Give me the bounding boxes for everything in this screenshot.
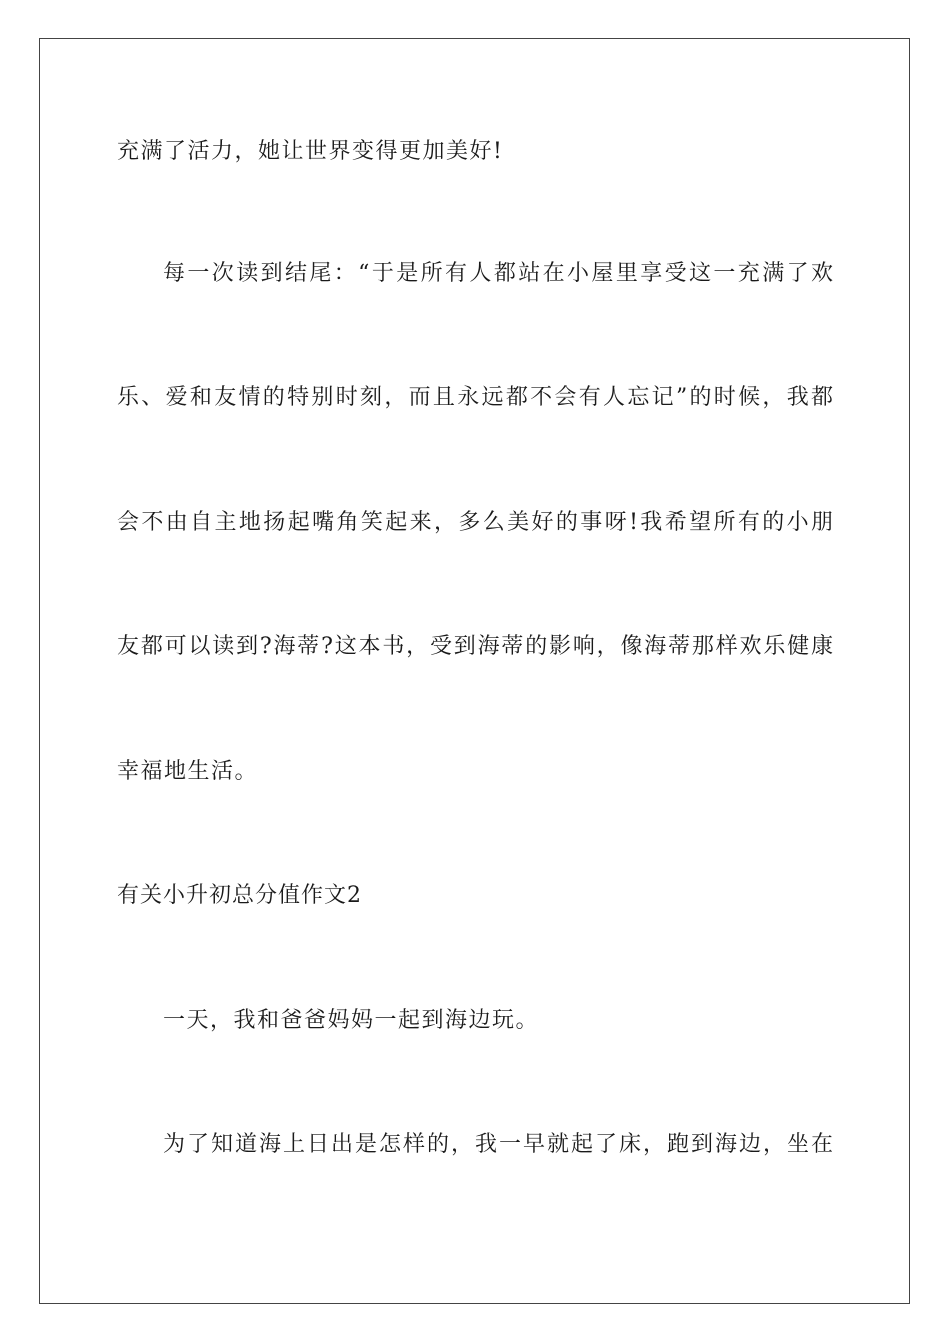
section-paragraph-line-2: 为了知道海上日出是怎样的，我一早就起了床，跑到海边，坐在: [163, 1132, 833, 1157]
paragraph-line-4: 会不由自主地扬起嘴角笑起来，多么美好的事呀!我希望所有的小朋: [117, 510, 833, 535]
paragraph-line-2: 每一次读到结尾：“于是所有人都站在小屋里享受这一充满了欢: [163, 261, 833, 286]
paragraph-line-1: 充满了活力，她让世界变得更加美好!: [117, 139, 504, 164]
page-border: [39, 38, 910, 1304]
paragraph-line-6: 幸福地生活。: [117, 759, 259, 784]
paragraph-line-5: 友都可以读到?海蒂?这本书，受到海蒂的影响，像海蒂那样欢乐健康: [117, 634, 833, 659]
paragraph-line-3: 乐、爱和友情的特别时刻，而且永远都不会有人忘记”的时候，我都: [117, 385, 833, 410]
section-title: 有关小升初总分值作文2: [117, 883, 362, 908]
section-paragraph-line-1: 一天，我和爸爸妈妈一起到海边玩。: [163, 1008, 540, 1033]
